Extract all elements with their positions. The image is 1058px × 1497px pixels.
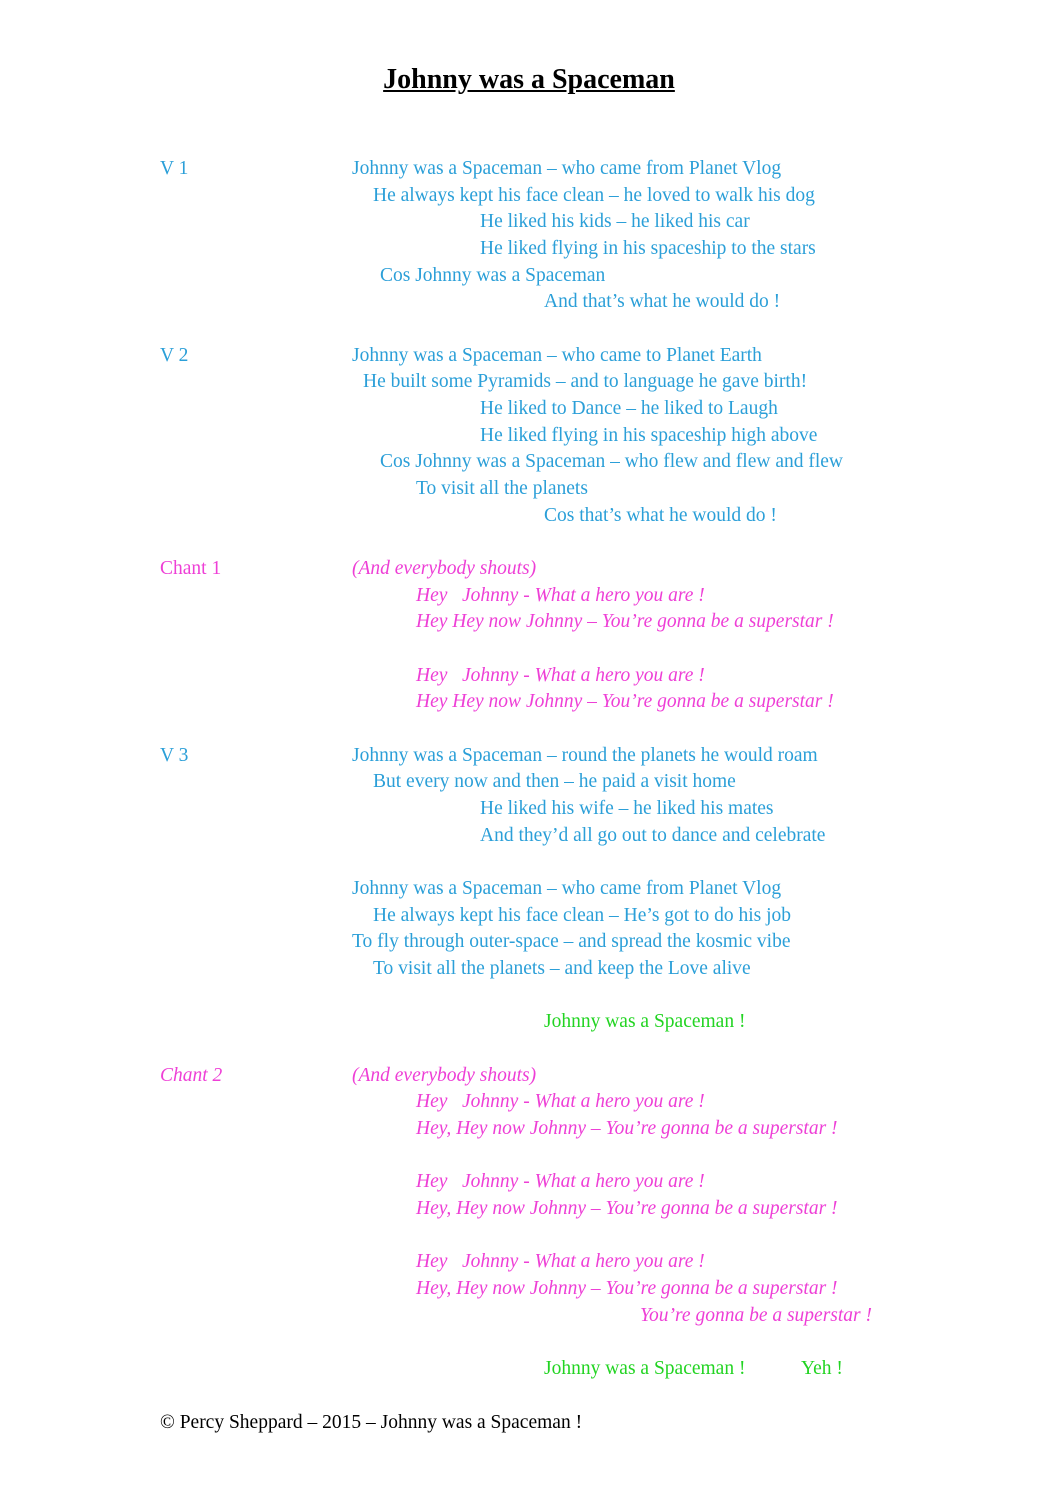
chant1-line-2: Hey Johnny - What a hero you are !: [416, 585, 705, 606]
verse1-line-6: And that’s what he would do !: [544, 291, 781, 312]
verse3-line-7: To fly through outer-space – and spread the kosmic vibe: [352, 931, 791, 952]
label-chant2: Chant 2: [160, 1065, 223, 1086]
verse2-line-2: He built some Pyramids – and to language he gave birth!: [363, 371, 808, 392]
chant2-line-1: (And everybody shouts): [352, 1065, 537, 1086]
verse3-line-4: And they’d all go out to dance and celebrate: [480, 825, 826, 846]
label-v1: V 1: [160, 158, 189, 179]
verse3-line-3: He liked his wife – he liked his mates: [480, 798, 774, 819]
shout-yeh: Yeh !: [801, 1358, 843, 1379]
chant1-line-3: Hey Hey now Johnny – You’re gonna be a superstar !: [416, 611, 834, 632]
chant2-line-3: Hey, Hey now Johnny – You’re gonna be a superstar !: [416, 1118, 838, 1139]
chant2-line-7: Hey, Hey now Johnny – You’re gonna be a superstar !: [416, 1278, 838, 1299]
verse3-line-2: But every now and then – he paid a visit home: [373, 771, 736, 792]
page-title: Johnny was a Spaceman: [383, 64, 675, 95]
verse2-line-7: Cos that’s what he would do !: [544, 505, 777, 526]
verse3-line-1: Johnny was a Spaceman – round the planets he would roam: [352, 745, 818, 766]
verse3-line-8: To visit all the planets – and keep the Love alive: [373, 958, 751, 979]
verse1-line-5: Cos Johnny was a Spaceman: [380, 265, 606, 286]
chant1-line-4: Hey Johnny - What a hero you are !: [416, 665, 705, 686]
copyright-footer: © Percy Sheppard – 2015 – Johnny was a Spaceman !: [160, 1412, 583, 1433]
chant1-line-1: (And everybody shouts): [352, 558, 537, 579]
chant2-line-6: Hey Johnny - What a hero you are !: [416, 1251, 705, 1272]
label-chant1: Chant 1: [160, 558, 222, 579]
shout-line-1: Johnny was a Spaceman !: [544, 1011, 746, 1032]
chant2-line-5: Hey, Hey now Johnny – You’re gonna be a superstar !: [416, 1198, 838, 1219]
chant2-line-2: Hey Johnny - What a hero you are !: [416, 1091, 705, 1112]
verse1-line-3: He liked his kids – he liked his car: [480, 211, 750, 232]
label-v3: V 3: [160, 745, 189, 766]
chant2-line-4: Hey Johnny - What a hero you are !: [416, 1171, 705, 1192]
chant1-line-5: Hey Hey now Johnny – You’re gonna be a superstar !: [416, 691, 834, 712]
verse3-line-6: He always kept his face clean – He’s got to do his job: [373, 905, 792, 926]
verse2-line-4: He liked flying in his spaceship high above: [480, 425, 818, 446]
verse2-line-3: He liked to Dance – he liked to Laugh: [480, 398, 778, 419]
verse3-line-5: Johnny was a Spaceman – who came from Planet Vlog: [352, 878, 782, 899]
verse2-line-1: Johnny was a Spaceman – who came to Planet Earth: [352, 345, 762, 366]
verse1-line-4: He liked flying in his spaceship to the stars: [480, 238, 816, 259]
verse2-line-5: Cos Johnny was a Spaceman – who flew and flew and flew: [380, 451, 844, 472]
verse1-line-1: Johnny was a Spaceman – who came from Planet Vlog: [352, 158, 782, 179]
label-v2: V 2: [160, 345, 189, 366]
verse2-line-6: To visit all the planets: [416, 478, 588, 499]
chant2-line-8: You’re gonna be a superstar !: [640, 1305, 873, 1326]
shout-line-2: Johnny was a Spaceman !: [544, 1358, 746, 1379]
verse1-line-2: He always kept his face clean – he loved to walk his dog: [373, 185, 815, 206]
